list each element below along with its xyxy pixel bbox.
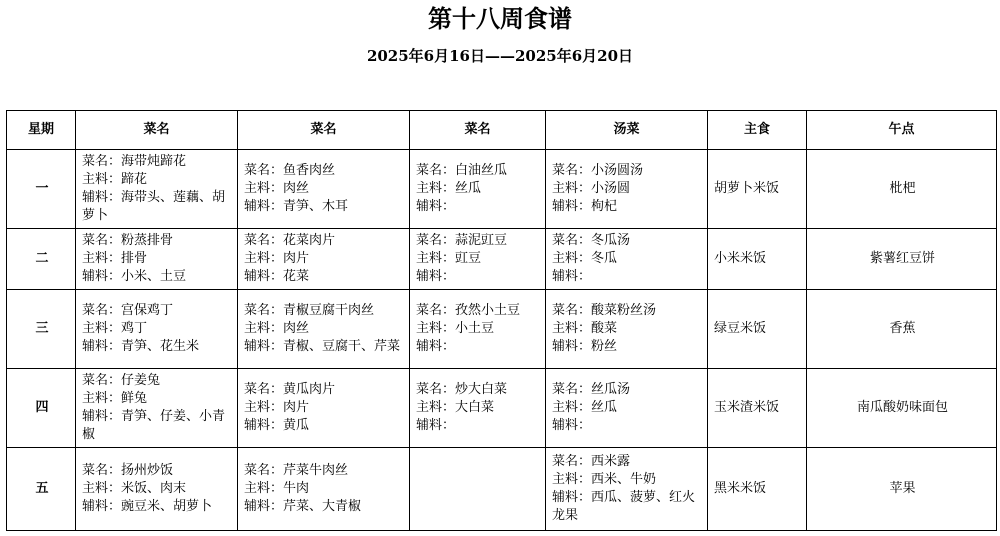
staple-cell: 玉米渣米饭 bbox=[708, 369, 807, 448]
dish-line: 菜名：扬州炒饭 bbox=[82, 463, 174, 478]
dish-line: 辅料：粉丝 bbox=[552, 339, 618, 354]
dish-line: 菜名：粉蒸排骨 bbox=[82, 233, 174, 248]
dish-line: 菜名：蒜泥豇豆 bbox=[416, 233, 508, 248]
header-dish-2: 菜名 bbox=[238, 111, 410, 150]
dish-cell bbox=[76, 150, 238, 229]
table-row bbox=[7, 290, 997, 369]
dish-line: 菜名：芹菜牛肉丝 bbox=[244, 463, 349, 478]
header-staple: 主食 bbox=[708, 111, 807, 150]
dish-line: 辅料：小米、土豆 bbox=[82, 269, 187, 284]
dish-line: 主料：肉片 bbox=[244, 251, 310, 266]
dish-line: 菜名：西米露 bbox=[552, 454, 631, 469]
soup-cell bbox=[546, 150, 708, 229]
snack-cell: 紫薯红豆饼 bbox=[807, 229, 997, 290]
dish-line: 辅料：青笋、木耳 bbox=[244, 199, 349, 214]
staple-cell: 绿豆米饭 bbox=[708, 290, 807, 369]
snack-cell: 苹果 bbox=[807, 448, 997, 531]
dish-line: 辅料： bbox=[416, 418, 456, 433]
dish-line: 菜名：炒大白菜 bbox=[416, 382, 508, 397]
dish-line: 菜名：花菜肉片 bbox=[244, 233, 336, 248]
dish-line: 主料：排骨 bbox=[82, 251, 148, 266]
table-row bbox=[7, 448, 997, 531]
snack-cell: 枇杷 bbox=[807, 150, 997, 229]
header-soup: 汤菜 bbox=[546, 111, 708, 150]
dish-cell bbox=[238, 448, 410, 531]
dish-line: 辅料：青椒、豆腐干、芹菜 bbox=[244, 339, 401, 354]
snack-cell: 香蕉 bbox=[807, 290, 997, 369]
dish-line: 主料：大白菜 bbox=[416, 400, 495, 415]
dish-line: 菜名：冬瓜汤 bbox=[552, 233, 631, 248]
dish-line: 主料：豇豆 bbox=[416, 251, 482, 266]
dish-cell bbox=[76, 290, 238, 369]
dish-line: 主料：牛肉 bbox=[244, 481, 310, 496]
soup-cell bbox=[546, 229, 708, 290]
dish-cell bbox=[410, 448, 546, 531]
header-weekday: 星期 bbox=[7, 111, 76, 150]
dish-line: 辅料：西瓜、菠萝、红火龙果 bbox=[552, 490, 696, 523]
staple-cell: 胡萝卜米饭 bbox=[708, 150, 807, 229]
weekday-cell: 三 bbox=[7, 290, 76, 369]
dish-line: 辅料：青笋、仔姜、小青椒 bbox=[82, 409, 226, 442]
dish-line: 主料：丝瓜 bbox=[416, 181, 482, 196]
dish-line: 辅料：海带头、莲藕、胡萝卜 bbox=[82, 190, 226, 223]
page-title: 第十八周食谱 bbox=[428, 4, 572, 33]
weekday-cell: 二 bbox=[7, 229, 76, 290]
dish-line: 辅料： bbox=[416, 339, 456, 354]
dish-line: 菜名：仔姜兔 bbox=[82, 373, 161, 388]
snack-cell: 南瓜酸奶味面包 bbox=[807, 369, 997, 448]
header-dish-3: 菜名 bbox=[410, 111, 546, 150]
dish-line: 主料：肉丝 bbox=[244, 181, 310, 196]
dish-cell bbox=[76, 369, 238, 448]
dish-line: 辅料：黄瓜 bbox=[244, 418, 310, 433]
dish-line: 菜名：黄瓜肉片 bbox=[244, 382, 336, 397]
dish-line: 主料：冬瓜 bbox=[552, 251, 618, 266]
header-row bbox=[7, 111, 997, 150]
dish-cell bbox=[238, 229, 410, 290]
dish-line: 辅料：豌豆米、胡萝卜 bbox=[82, 499, 213, 514]
dish-line: 辅料： bbox=[416, 199, 456, 214]
header-snack: 午点 bbox=[807, 111, 997, 150]
dish-line: 主料：小汤圆 bbox=[552, 181, 631, 196]
dish-cell bbox=[410, 369, 546, 448]
weekday-cell: 五 bbox=[7, 448, 76, 531]
dish-cell bbox=[76, 229, 238, 290]
dish-cell bbox=[410, 290, 546, 369]
dish-line: 菜名：青椒豆腐干肉丝 bbox=[244, 303, 375, 318]
soup-cell bbox=[546, 369, 708, 448]
dish-line: 辅料： bbox=[416, 269, 456, 284]
dish-line: 主料：蹄花 bbox=[82, 172, 148, 187]
dish-line: 辅料： bbox=[552, 418, 592, 433]
dish-line: 菜名：白油丝瓜 bbox=[416, 163, 508, 178]
menu-table bbox=[6, 110, 997, 531]
dish-line: 主料：鸡丁 bbox=[82, 321, 148, 336]
dish-line: 菜名：酸菜粉丝汤 bbox=[552, 303, 657, 318]
dish-line: 菜名：海带炖蹄花 bbox=[82, 154, 187, 169]
soup-cell bbox=[546, 448, 708, 531]
dish-line: 菜名：鱼香肉丝 bbox=[244, 163, 336, 178]
dish-cell bbox=[410, 150, 546, 229]
dish-line: 辅料： bbox=[552, 269, 592, 284]
dish-line: 主料：西米、牛奶 bbox=[552, 472, 657, 487]
dish-cell bbox=[76, 448, 238, 531]
staple-cell: 黑米米饭 bbox=[708, 448, 807, 531]
dish-line: 辅料：枸杞 bbox=[552, 199, 618, 214]
dish-cell bbox=[238, 369, 410, 448]
table-row bbox=[7, 369, 997, 448]
dish-line: 主料：小土豆 bbox=[416, 321, 495, 336]
dish-line: 主料：鲜兔 bbox=[82, 391, 148, 406]
header-dish-1: 菜名 bbox=[76, 111, 238, 150]
dish-line: 主料：酸菜 bbox=[552, 321, 618, 336]
dish-line: 辅料：花菜 bbox=[244, 269, 310, 284]
dish-cell bbox=[238, 290, 410, 369]
date-range: 2025年6月16日——2025年6月20日 bbox=[366, 47, 634, 65]
dish-cell bbox=[238, 150, 410, 229]
table-row bbox=[7, 150, 997, 229]
dish-line: 辅料：芹菜、大青椒 bbox=[244, 499, 362, 514]
dish-line: 菜名：宫保鸡丁 bbox=[82, 303, 174, 318]
dish-line: 主料：肉丝 bbox=[244, 321, 310, 336]
staple-cell: 小米米饭 bbox=[708, 229, 807, 290]
weekday-cell: 一 bbox=[7, 150, 76, 229]
dish-line: 主料：肉片 bbox=[244, 400, 310, 415]
table-row bbox=[7, 229, 997, 290]
dish-line: 菜名：孜然小土豆 bbox=[416, 303, 521, 318]
dish-cell bbox=[410, 229, 546, 290]
dish-line: 主料：米饭、肉末 bbox=[82, 481, 187, 496]
dish-line: 辅料：青笋、花生米 bbox=[82, 339, 200, 354]
weekday-cell: 四 bbox=[7, 369, 76, 448]
dish-line: 主料：丝瓜 bbox=[552, 400, 618, 415]
dish-line: 菜名：小汤圆汤 bbox=[552, 163, 644, 178]
dish-line: 菜名：丝瓜汤 bbox=[552, 382, 631, 397]
soup-cell bbox=[546, 290, 708, 369]
